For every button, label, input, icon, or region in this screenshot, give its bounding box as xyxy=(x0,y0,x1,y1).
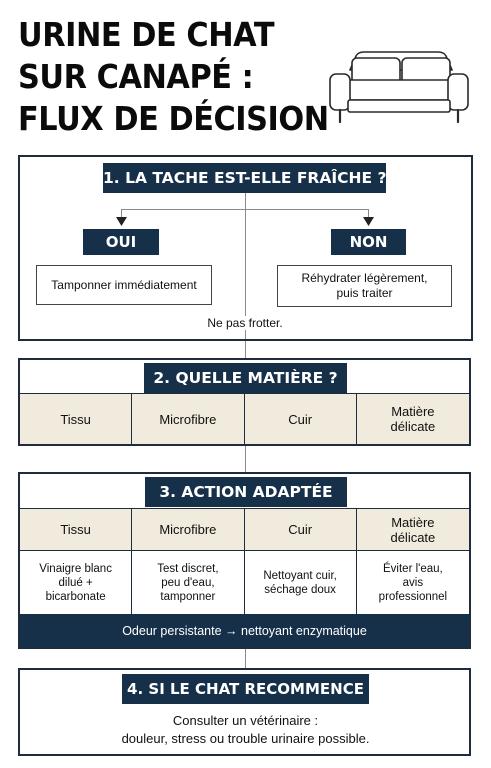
page-title xyxy=(18,14,329,140)
step2-material-cuir: Cuir xyxy=(245,394,357,444)
step4-line-2: douleur, stress ou trouble urinaire possible. xyxy=(121,731,370,746)
yes-badge: OUI xyxy=(83,229,159,255)
step4-line-1: Consulter un vétérinaire : xyxy=(172,713,319,728)
arrow-down-icon xyxy=(363,217,374,226)
title-line-3: FLUX DE DÉCISION xyxy=(18,99,329,138)
step1-note: Ne pas frotter. xyxy=(160,316,330,330)
step3-material-delicate: Matière délicate xyxy=(390,514,436,545)
step4-heading: 4. SI LE CHAT RECOMMENCE xyxy=(122,674,369,704)
arrow-down-icon xyxy=(116,217,127,226)
step3-material-tissu: Tissu xyxy=(20,509,132,550)
step1-branch-line xyxy=(121,209,369,210)
step2-material-microfibre: Microfibre xyxy=(132,394,244,444)
connector-3-4 xyxy=(245,649,246,669)
connector-2-3 xyxy=(245,446,246,473)
step2-material-tissu: Tissu xyxy=(20,394,132,444)
step3-action-cuir: Nettoyant cuir, séchage doux xyxy=(245,551,357,614)
step2-heading: 2. QUELLE MATIÈRE ? xyxy=(144,363,347,393)
step3-footer: Odeur persistante → nettoyant enzymatique xyxy=(20,614,469,647)
no-action-line-2: puis traiter xyxy=(336,286,393,300)
step3-heading: 3. ACTION ADAPTÉE xyxy=(145,477,347,507)
step3-action-tissu: Vinaigre blanc dilué + bicarbonate xyxy=(20,551,132,614)
step3-action-row xyxy=(20,551,469,614)
yes-action: Tamponner immédiatement xyxy=(36,265,212,305)
no-badge: NON xyxy=(331,229,406,255)
step3-material-row xyxy=(20,508,469,551)
step3-action-delicate: Éviter l'eau, avis professionnel xyxy=(378,562,448,603)
step2-material-row xyxy=(20,393,469,444)
title-line-1: URINE DE CHAT xyxy=(18,15,275,54)
step2-material-delicate: Matière délicate xyxy=(390,404,436,434)
title-line-2: SUR CANAPÉ : xyxy=(18,57,254,96)
connector-1-2 xyxy=(245,341,246,359)
step3-material-cuir: Cuir xyxy=(245,509,357,550)
step1-heading: 1. LA TACHE EST-ELLE FRAÎCHE ? xyxy=(103,163,386,193)
no-action-line-1: Réhydrater légèrement, xyxy=(301,271,428,285)
step3-material-microfibre: Microfibre xyxy=(132,509,244,550)
step3-action-microfibre: Test discret, peu d'eau, tamponner xyxy=(132,551,244,614)
sofa-icon xyxy=(326,44,472,130)
no-action xyxy=(277,265,452,307)
